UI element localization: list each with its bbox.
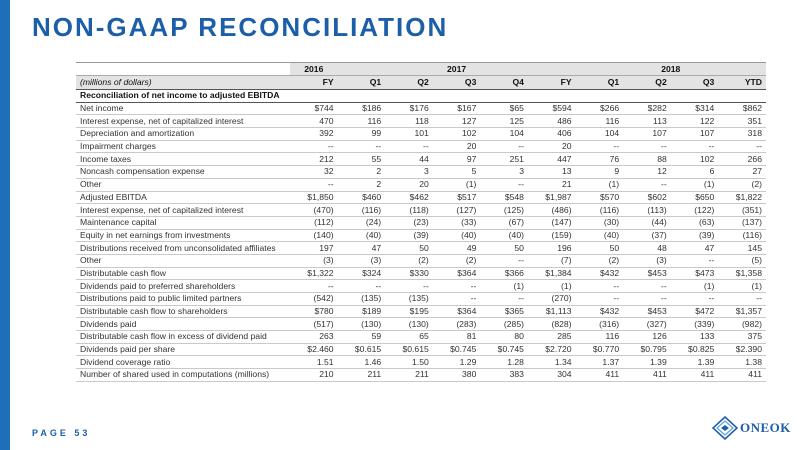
row-value: $1,113 <box>528 305 576 318</box>
row-value: 3 <box>385 166 433 179</box>
period-header: FY <box>528 76 576 90</box>
year-2016-header: 2016 <box>290 63 338 76</box>
table-row <box>76 178 766 191</box>
row-value: 2 <box>338 178 386 191</box>
row-value: (1) <box>433 178 481 191</box>
row-value: $473 <box>671 267 719 280</box>
row-value: (159) <box>528 229 576 242</box>
row-label: Adjusted EBITDA <box>76 191 290 204</box>
row-value: (517) <box>290 318 338 331</box>
row-value: 49 <box>433 242 481 255</box>
row-value: $314 <box>671 102 719 115</box>
row-value: (130) <box>385 318 433 331</box>
row-label: Income taxes <box>76 153 290 166</box>
row-value: 116 <box>576 115 624 128</box>
table-row <box>76 166 766 179</box>
row-label: Distributions received from unconsolidated affiliates <box>76 242 290 255</box>
period-header: Q1 <box>338 76 386 90</box>
row-value: 13 <box>528 166 576 179</box>
row-value: $1,357 <box>718 305 766 318</box>
row-value: -- <box>433 293 481 306</box>
row-value: $0.770 <box>576 343 624 356</box>
row-value: 411 <box>576 369 624 382</box>
row-value: 285 <box>528 331 576 344</box>
row-value: -- <box>576 293 624 306</box>
row-value: 196 <box>528 242 576 255</box>
table-row <box>76 305 766 318</box>
row-value: $365 <box>480 305 528 318</box>
row-value: 107 <box>671 128 719 141</box>
period-header: Q2 <box>385 76 433 90</box>
row-value: (39) <box>671 229 719 242</box>
row-value: (486) <box>528 204 576 217</box>
row-value: $330 <box>385 267 433 280</box>
page-number: PAGE 53 <box>32 428 91 438</box>
row-value: 210 <box>290 369 338 382</box>
row-value: $1,322 <box>290 267 338 280</box>
row-value: $2.720 <box>528 343 576 356</box>
row-value: $462 <box>385 191 433 204</box>
row-value: (2) <box>718 178 766 191</box>
row-value: 113 <box>623 115 671 128</box>
row-value: $195 <box>385 305 433 318</box>
row-value: 251 <box>480 153 528 166</box>
row-value: 50 <box>480 242 528 255</box>
row-value: (5) <box>718 254 766 267</box>
row-value: (283) <box>433 318 481 331</box>
row-value: $432 <box>576 305 624 318</box>
row-value: 27 <box>718 166 766 179</box>
row-value: -- <box>576 280 624 293</box>
row-value: 21 <box>528 178 576 191</box>
table-row <box>76 331 766 344</box>
row-value: $744 <box>290 102 338 115</box>
period-header: FY <box>290 76 338 90</box>
row-value: (40) <box>480 229 528 242</box>
row-label: Other <box>76 178 290 191</box>
row-value: 1.51 <box>290 356 338 369</box>
row-value: (1) <box>718 280 766 293</box>
row-value: $432 <box>576 267 624 280</box>
section-title: Reconciliation of net income to adjusted EBITDA <box>76 90 766 103</box>
row-value: 1.29 <box>433 356 481 369</box>
row-value: $570 <box>576 191 624 204</box>
row-value: -- <box>385 280 433 293</box>
period-header: Q4 <box>480 76 528 90</box>
row-value: 122 <box>671 115 719 128</box>
row-value: 44 <box>385 153 433 166</box>
period-header: Q3 <box>671 76 719 90</box>
row-value: 211 <box>385 369 433 382</box>
oneok-logo-icon <box>712 416 738 440</box>
row-value: 55 <box>338 153 386 166</box>
row-value: 411 <box>671 369 719 382</box>
table-row <box>76 229 766 242</box>
row-value: (135) <box>385 293 433 306</box>
row-value: 20 <box>528 140 576 153</box>
row-value: 406 <box>528 128 576 141</box>
row-value: 125 <box>480 115 528 128</box>
table-row <box>76 369 766 382</box>
row-value: 48 <box>623 242 671 255</box>
row-value: $282 <box>623 102 671 115</box>
year-2017-header: 2017 <box>338 63 576 76</box>
row-value: (116) <box>718 229 766 242</box>
row-label: Impairment charges <box>76 140 290 153</box>
row-value: 47 <box>671 242 719 255</box>
row-value: -- <box>385 140 433 153</box>
table-row <box>76 153 766 166</box>
row-value: 1.46 <box>338 356 386 369</box>
row-value: 197 <box>290 242 338 255</box>
row-value: 80 <box>480 331 528 344</box>
row-label: Distributable cash flow to shareholders <box>76 305 290 318</box>
row-value: (3) <box>623 254 671 267</box>
period-header-row <box>76 76 766 90</box>
row-value: 2 <box>338 166 386 179</box>
row-value: $1,384 <box>528 267 576 280</box>
row-label: Interest expense, net of capitalized interest <box>76 115 290 128</box>
row-label: Distributable cash flow <box>76 267 290 280</box>
row-value: 102 <box>671 153 719 166</box>
table-row <box>76 280 766 293</box>
row-value: -- <box>718 140 766 153</box>
row-value: -- <box>671 293 719 306</box>
row-value: 411 <box>718 369 766 382</box>
period-header: Q1 <box>576 76 624 90</box>
row-value: -- <box>671 254 719 267</box>
row-label: Maintenance capital <box>76 216 290 229</box>
row-value: 116 <box>576 331 624 344</box>
row-value: 65 <box>385 331 433 344</box>
row-value: -- <box>576 140 624 153</box>
row-value: -- <box>623 293 671 306</box>
row-value: -- <box>480 178 528 191</box>
row-value: (44) <box>623 216 671 229</box>
row-value: $460 <box>338 191 386 204</box>
page-title: NON-GAAP RECONCILIATION <box>32 12 449 42</box>
row-label: Distributions paid to public limited partners <box>76 293 290 306</box>
row-value: 127 <box>433 115 481 128</box>
row-value: 9 <box>576 166 624 179</box>
row-value: 101 <box>385 128 433 141</box>
row-value: $366 <box>480 267 528 280</box>
row-value: 211 <box>338 369 386 382</box>
period-header: Q3 <box>433 76 481 90</box>
row-value: $548 <box>480 191 528 204</box>
table-row <box>76 242 766 255</box>
row-value: (470) <box>290 204 338 217</box>
row-value: $2.460 <box>290 343 338 356</box>
row-label: Distributable cash flow in excess of dividend paid <box>76 331 290 344</box>
row-value: $602 <box>623 191 671 204</box>
row-value: -- <box>480 140 528 153</box>
row-value: (327) <box>623 318 671 331</box>
row-label: Dividend coverage ratio <box>76 356 290 369</box>
row-value: (135) <box>338 293 386 306</box>
row-value: (39) <box>385 229 433 242</box>
row-value: (3) <box>290 254 338 267</box>
row-value: 97 <box>433 153 481 166</box>
row-value: (828) <box>528 318 576 331</box>
row-value: 3 <box>480 166 528 179</box>
row-value: -- <box>623 178 671 191</box>
row-label: Other <box>76 254 290 267</box>
row-value: 145 <box>718 242 766 255</box>
row-value: 50 <box>576 242 624 255</box>
row-value: 20 <box>385 178 433 191</box>
row-value: (40) <box>433 229 481 242</box>
row-value: 116 <box>338 115 386 128</box>
row-value: $0.615 <box>385 343 433 356</box>
row-label: Dividends paid to preferred shareholders <box>76 280 290 293</box>
row-value: 102 <box>433 128 481 141</box>
row-value: 88 <box>623 153 671 166</box>
row-value: 304 <box>528 369 576 382</box>
row-value: (40) <box>338 229 386 242</box>
row-label: Depreciation and amortization <box>76 128 290 141</box>
year-header-row <box>76 63 766 76</box>
row-value: (37) <box>623 229 671 242</box>
row-value: -- <box>290 178 338 191</box>
row-value: -- <box>433 280 481 293</box>
row-label: Interest expense, net of capitalized interest <box>76 204 290 217</box>
row-value: 99 <box>338 128 386 141</box>
row-value: (40) <box>576 229 624 242</box>
row-value: (285) <box>480 318 528 331</box>
row-value: $0.745 <box>433 343 481 356</box>
row-value: -- <box>338 280 386 293</box>
row-value: (130) <box>338 318 386 331</box>
row-value: (542) <box>290 293 338 306</box>
row-value: 411 <box>623 369 671 382</box>
row-value: $266 <box>576 102 624 115</box>
row-value: $2.390 <box>718 343 766 356</box>
row-label: Net income <box>76 102 290 115</box>
table-row <box>76 140 766 153</box>
row-value: (2) <box>576 254 624 267</box>
table-row <box>76 191 766 204</box>
row-value: (982) <box>718 318 766 331</box>
row-value: $324 <box>338 267 386 280</box>
row-value: 392 <box>290 128 338 141</box>
row-value: $453 <box>623 267 671 280</box>
row-value: (118) <box>385 204 433 217</box>
row-value: $186 <box>338 102 386 115</box>
row-value: $650 <box>671 191 719 204</box>
row-value: $0.615 <box>338 343 386 356</box>
row-value: 1.34 <box>528 356 576 369</box>
row-value: $0.795 <box>623 343 671 356</box>
row-label: Noncash compensation expense <box>76 166 290 179</box>
row-value: 50 <box>385 242 433 255</box>
section-title-row <box>76 90 766 103</box>
row-value: (113) <box>623 204 671 217</box>
row-value: -- <box>338 140 386 153</box>
table-row <box>76 102 766 115</box>
reconciliation-table <box>76 62 766 382</box>
row-value: (24) <box>338 216 386 229</box>
row-value: $862 <box>718 102 766 115</box>
row-label: Equity in net earnings from investments <box>76 229 290 242</box>
row-value: (127) <box>433 204 481 217</box>
row-value: $176 <box>385 102 433 115</box>
table-row <box>76 267 766 280</box>
row-value: 1.38 <box>718 356 766 369</box>
row-value: 47 <box>338 242 386 255</box>
row-value: $1,850 <box>290 191 338 204</box>
row-value: 351 <box>718 115 766 128</box>
row-value: $1,358 <box>718 267 766 280</box>
row-value: (270) <box>528 293 576 306</box>
period-header: YTD <box>718 76 766 90</box>
logo-text: ONEOK <box>740 420 791 435</box>
row-value: (137) <box>718 216 766 229</box>
row-label: Dividends paid per share <box>76 343 290 356</box>
row-value: -- <box>671 140 719 153</box>
row-value: (1) <box>671 280 719 293</box>
table-row <box>76 254 766 267</box>
row-value: (2) <box>385 254 433 267</box>
period-header: Q2 <box>623 76 671 90</box>
units-label: (millions of dollars) <box>76 76 290 90</box>
row-value: (351) <box>718 204 766 217</box>
row-value: $472 <box>671 305 719 318</box>
row-value: 126 <box>623 331 671 344</box>
table-row <box>76 216 766 229</box>
row-value: (125) <box>480 204 528 217</box>
row-value: (147) <box>528 216 576 229</box>
row-value: (116) <box>338 204 386 217</box>
table-row <box>76 318 766 331</box>
row-value: 1.37 <box>576 356 624 369</box>
row-value: (63) <box>671 216 719 229</box>
row-label: Dividends paid <box>76 318 290 331</box>
row-value: 380 <box>433 369 481 382</box>
row-value: (112) <box>290 216 338 229</box>
row-value: 20 <box>433 140 481 153</box>
row-value: $0.745 <box>480 343 528 356</box>
year-2018-header: 2018 <box>576 63 766 76</box>
row-value: (3) <box>338 254 386 267</box>
row-value: 5 <box>433 166 481 179</box>
row-value: 76 <box>576 153 624 166</box>
row-value: $1,822 <box>718 191 766 204</box>
table-row <box>76 115 766 128</box>
row-value: 104 <box>576 128 624 141</box>
row-value: -- <box>290 280 338 293</box>
row-value: -- <box>480 254 528 267</box>
reconciliation-table-container <box>76 62 766 382</box>
row-value: $189 <box>338 305 386 318</box>
row-value: 12 <box>623 166 671 179</box>
row-value: (140) <box>290 229 338 242</box>
row-value: 6 <box>671 166 719 179</box>
row-value: 375 <box>718 331 766 344</box>
row-value: $594 <box>528 102 576 115</box>
row-value: 383 <box>480 369 528 382</box>
table-body <box>76 90 766 382</box>
row-value: (1) <box>480 280 528 293</box>
row-value: (30) <box>576 216 624 229</box>
row-value: (116) <box>576 204 624 217</box>
row-value: (339) <box>671 318 719 331</box>
row-value: 266 <box>718 153 766 166</box>
row-value: 118 <box>385 115 433 128</box>
row-value: (1) <box>671 178 719 191</box>
row-value: 318 <box>718 128 766 141</box>
row-value: $65 <box>480 102 528 115</box>
table-row <box>76 204 766 217</box>
row-value: 104 <box>480 128 528 141</box>
table-row <box>76 128 766 141</box>
row-value: (316) <box>576 318 624 331</box>
row-value: (122) <box>671 204 719 217</box>
row-value: $364 <box>433 267 481 280</box>
row-value: (1) <box>576 178 624 191</box>
row-value: (7) <box>528 254 576 267</box>
row-value: $167 <box>433 102 481 115</box>
company-logo <box>712 416 792 440</box>
row-value: 212 <box>290 153 338 166</box>
row-value: (67) <box>480 216 528 229</box>
row-value: 1.28 <box>480 356 528 369</box>
left-accent-bar <box>0 0 10 450</box>
row-value: -- <box>480 293 528 306</box>
row-value: $453 <box>623 305 671 318</box>
row-value: $0.825 <box>671 343 719 356</box>
row-label: Number of shared used in computations (millions) <box>76 369 290 382</box>
row-value: -- <box>290 140 338 153</box>
row-value: 1.39 <box>671 356 719 369</box>
row-value: $780 <box>290 305 338 318</box>
row-value: (1) <box>528 280 576 293</box>
row-value: 1.39 <box>623 356 671 369</box>
row-value: (2) <box>433 254 481 267</box>
row-value: -- <box>623 140 671 153</box>
row-value: $1,987 <box>528 191 576 204</box>
row-value: 133 <box>671 331 719 344</box>
row-value: (33) <box>433 216 481 229</box>
table-row <box>76 356 766 369</box>
row-value: 470 <box>290 115 338 128</box>
row-value: 263 <box>290 331 338 344</box>
row-value: 107 <box>623 128 671 141</box>
row-value: -- <box>623 280 671 293</box>
row-value: 1.50 <box>385 356 433 369</box>
row-value: -- <box>718 293 766 306</box>
row-value: 32 <box>290 166 338 179</box>
row-value: 447 <box>528 153 576 166</box>
row-value: $364 <box>433 305 481 318</box>
row-value: $517 <box>433 191 481 204</box>
row-value: 486 <box>528 115 576 128</box>
row-value: 59 <box>338 331 386 344</box>
row-value: (23) <box>385 216 433 229</box>
row-value: 81 <box>433 331 481 344</box>
table-row <box>76 293 766 306</box>
table-row <box>76 343 766 356</box>
